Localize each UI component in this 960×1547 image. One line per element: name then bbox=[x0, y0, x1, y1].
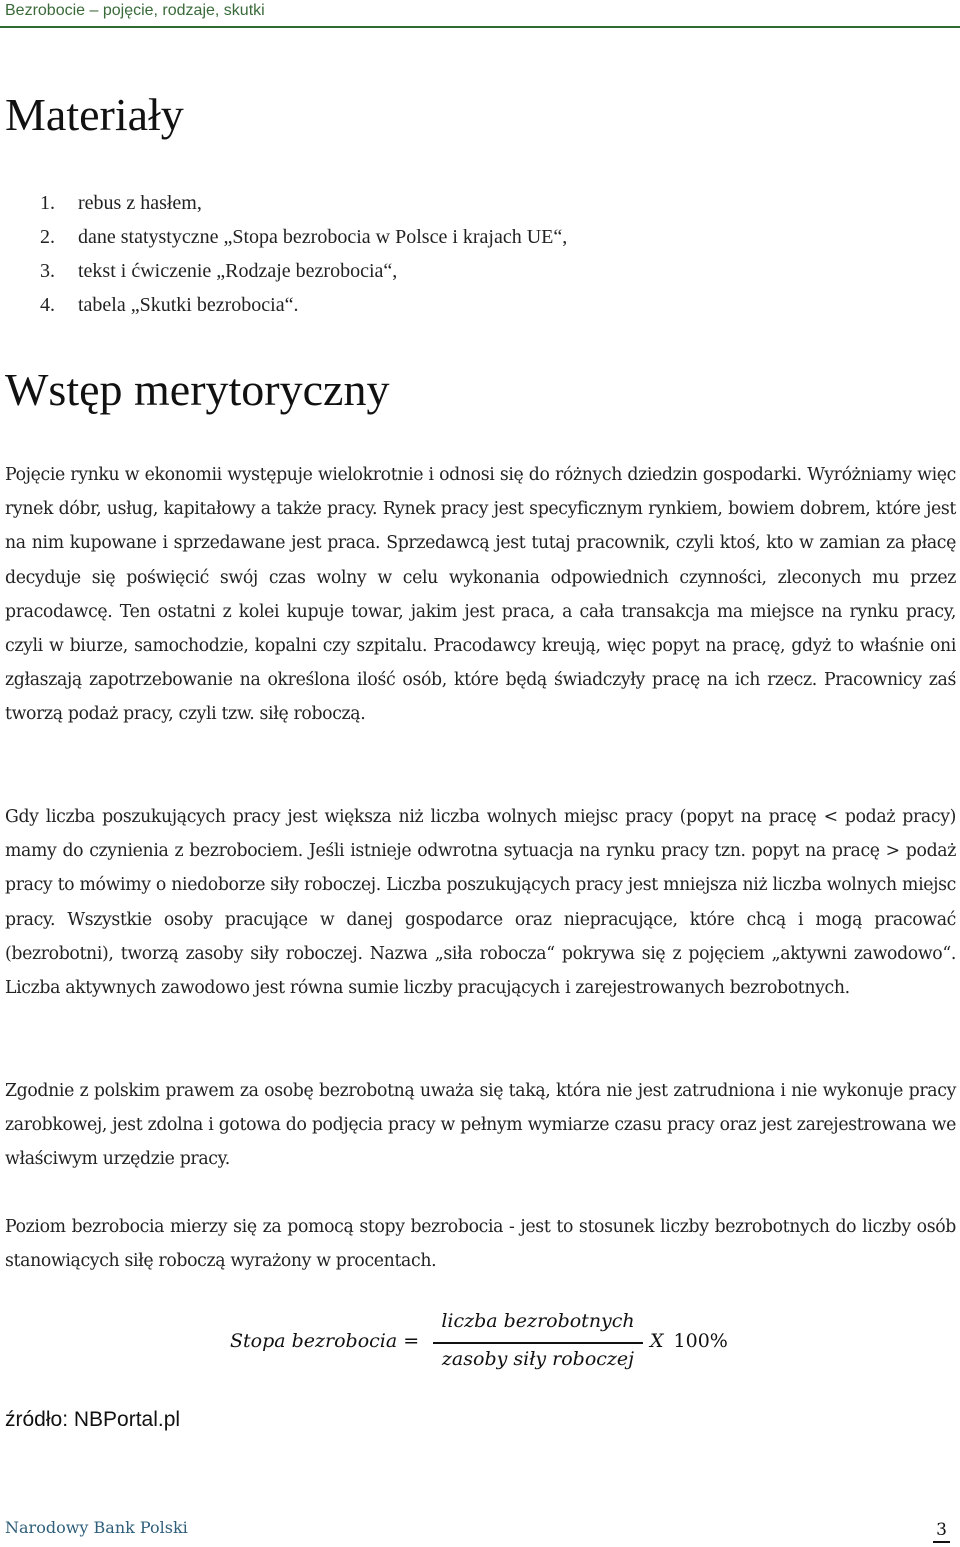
formula-percent: 100% bbox=[673, 1330, 728, 1352]
page-number: 3 bbox=[933, 1520, 950, 1543]
materials-heading: Materiały bbox=[5, 89, 184, 140]
source-note: źródło: NBPortal.pl bbox=[5, 1408, 181, 1431]
list-item-text: tabela „Skutki bezrobocia“. bbox=[78, 294, 299, 316]
formula-numerator: liczba bezrobotnych bbox=[441, 1310, 635, 1332]
list-item-number: 4. bbox=[40, 294, 55, 316]
intro-paragraph-4: Poziom bezrobocia mierzy się za pomocą stopy bezrobocia - jest to stosunek liczby bezrobotnych do liczby osób stanowiących siłę roboczą wyrażony w procentach. bbox=[5, 1217, 956, 1272]
list-item-text: dane statystyczne „Stopa bezrobocia w Polsce i krajach UE“, bbox=[78, 226, 568, 248]
list-item-text: rebus z hasłem, bbox=[78, 192, 202, 214]
footer-publisher: Narodowy Bank Polski bbox=[5, 1518, 188, 1537]
formula-fraction bbox=[433, 1310, 643, 1370]
fraction-bar bbox=[433, 1342, 643, 1344]
intro-heading: Wstęp merytoryczny bbox=[5, 364, 390, 415]
materials-list bbox=[40, 186, 567, 322]
list-item bbox=[40, 254, 567, 288]
intro-paragraph-2: Gdy liczba poszukujących pracy jest większa niż liczba wolnych miejsc pracy (popyt na pracę < podaż pracy) mamy do czynienia z bezrobociem. Jeśli istnieje odwrotna sytuacja na rynku pracy tzn. popyt na pracę > podaż pracy to mówimy o niedoborze siły roboczej. Liczba poszukujących pracy jest mniejsza niż liczba wolnych miejsc pracy. Wszystkie osoby pracujące w danej gospodarce oraz niepracujące, które chcą i mogą pracować (bezrobotni), tworzą zasoby siły roboczej. Nazwa „siła robocza“ pokrywa się z pojęciem „aktywni zawodowo“. Liczba aktywnych zawodowo jest równa sumie liczby pracujących i zarejestrowanych bezrobotnych. bbox=[5, 807, 956, 999]
formula-denominator: zasoby siły roboczej bbox=[441, 1347, 635, 1370]
list-item bbox=[40, 288, 567, 322]
list-item-text: tekst i ćwiczenie „Rodzaje bezrobocia“, bbox=[78, 260, 398, 282]
header-divider bbox=[0, 26, 960, 28]
list-item-number: 3. bbox=[40, 260, 55, 282]
intro-paragraph-3: Zgodnie z polskim prawem za osobę bezrobotną uważa się taką, która nie jest zatrudniona i nie wykonuje pracy zarobkowej, jest zdolna i gotowa do podjęcia pracy w pełnym wymiarze czasu pracy oraz jest zarejestrowana we właściwym urzędzie pracy. bbox=[5, 1081, 956, 1170]
intro-paragraph-1: Pojęcie rynku w ekonomii występuje wielokrotnie i odnosi się do różnych dziedzin gospodarki. Wyróżniamy więc rynek dóbr, usług, kapitałowy a także pracy. Rynek pracy jest specyficznym rynkiem, bowiem dobrem, które jest na nim kupowane i sprzedawane jest praca. Sprzedawcą jest tutaj pracownik, czyli ktoś, kto w zamian za płacę decyduje się poświęcić swój czas wolny w celu wykonania odpowiednich czynności, zleconych mu przez pracodawcę. Ten ostatni z kolei kupuje towar, jakim jest praca, a cała transakcja ma miejsce na rynku pracy, czyli w biurze, samochodzie, kopalni czy szpitalu. Pracodawcy kreują, więc popyt na pracę, gdyż to właśnie oni zgłaszają zapotrzebowanie na określona ilość osób, które będą świadczyły pracę na ich rzecz. Pracownicy zaś tworzą podaż pracy, czyli tzw. siłę roboczą. bbox=[5, 465, 956, 725]
formula-lhs: Stopa bezrobocia = bbox=[230, 1330, 420, 1352]
list-item bbox=[40, 186, 567, 220]
list-item-number: 2. bbox=[40, 226, 55, 248]
formula-times: X bbox=[650, 1330, 664, 1352]
formula-rhs bbox=[650, 1330, 728, 1352]
list-item bbox=[40, 220, 567, 254]
running-header-title: Bezrobocie – pojęcie, rodzaje, skutki bbox=[5, 2, 265, 19]
list-item-number: 1. bbox=[40, 192, 55, 214]
